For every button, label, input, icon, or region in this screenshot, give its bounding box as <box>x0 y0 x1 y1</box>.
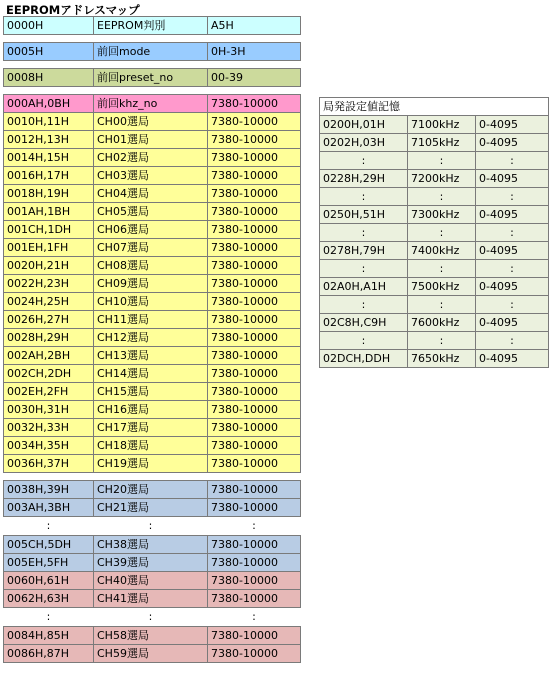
address-cell: 0018H,19H <box>4 185 94 203</box>
address-cell: 0060H,61H <box>4 572 94 590</box>
content-cell: CH41選局 <box>94 590 208 608</box>
ellipsis-cell: : <box>476 332 549 350</box>
address-cell: 003AH,3BH <box>4 499 94 517</box>
ellipsis-cell: : <box>476 152 549 170</box>
spacer-row <box>4 35 301 43</box>
table-row <box>4 221 301 239</box>
content-cell: CH01選局 <box>94 131 208 149</box>
range-cell: 7380-10000 <box>208 401 301 419</box>
table-row <box>4 481 301 499</box>
table-row <box>320 206 549 224</box>
content-cell: 前回mode <box>94 43 208 61</box>
address-cell: 0008H <box>4 69 94 87</box>
spacer-row <box>4 473 301 481</box>
ellipsis-cell: : <box>4 517 94 536</box>
content-cell: CH13選局 <box>94 347 208 365</box>
table-row <box>320 278 549 296</box>
ellipsis-cell: : <box>320 224 408 242</box>
address-cell: 000AH,0BH <box>4 95 94 113</box>
spacer-cell <box>4 61 301 69</box>
table-row <box>4 554 301 572</box>
content-cell: CH09選局 <box>94 275 208 293</box>
range-cell: 7380-10000 <box>208 554 301 572</box>
address-cell: 0000H <box>4 17 94 35</box>
range-cell: 7380-10000 <box>208 95 301 113</box>
address-cell: 0202H,03H <box>320 134 408 152</box>
ellipsis-cell: : <box>94 608 208 627</box>
ellipsis-row <box>320 188 549 206</box>
address-cell: 0032H,33H <box>4 419 94 437</box>
range-cell: 7380-10000 <box>208 455 301 473</box>
table-row <box>4 329 301 347</box>
table-row <box>4 383 301 401</box>
address-cell: 02DCH,DDH <box>320 350 408 368</box>
table-row <box>320 170 549 188</box>
address-cell: 002CH,2DH <box>4 365 94 383</box>
range-cell: 7380-10000 <box>208 203 301 221</box>
table-row <box>4 43 301 61</box>
ellipsis-cell: : <box>320 260 408 278</box>
content-cell: 7400kHz <box>408 242 476 260</box>
content-cell: CH06選局 <box>94 221 208 239</box>
range-cell: 7380-10000 <box>208 221 301 239</box>
ellipsis-row <box>320 332 549 350</box>
table-row <box>320 134 549 152</box>
address-cell: 002AH,2BH <box>4 347 94 365</box>
ellipsis-cell: : <box>476 224 549 242</box>
range-cell: 0-4095 <box>476 206 549 224</box>
range-cell: 7380-10000 <box>208 149 301 167</box>
address-cell: 0005H <box>4 43 94 61</box>
range-cell: 7380-10000 <box>208 167 301 185</box>
table-row <box>4 365 301 383</box>
table-row <box>4 17 301 35</box>
range-cell: A5H <box>208 17 301 35</box>
table-row <box>4 590 301 608</box>
range-cell: 00-39 <box>208 69 301 87</box>
address-cell: 005CH,5DH <box>4 536 94 554</box>
content-cell: 7100kHz <box>408 116 476 134</box>
address-cell: 002EH,2FH <box>4 383 94 401</box>
content-cell: CH21選局 <box>94 499 208 517</box>
table-row <box>4 419 301 437</box>
content-cell: CH58選局 <box>94 627 208 645</box>
content-cell: CH00選局 <box>94 113 208 131</box>
content-cell: CH05選局 <box>94 203 208 221</box>
content-cell: CH19選局 <box>94 455 208 473</box>
address-cell: 0024H,25H <box>4 293 94 311</box>
table-row <box>320 350 549 368</box>
address-cell: 0086H,87H <box>4 645 94 663</box>
ellipsis-cell: : <box>408 188 476 206</box>
range-cell: 0-4095 <box>476 314 549 332</box>
content-cell: CH16選局 <box>94 401 208 419</box>
address-cell: 0038H,39H <box>4 481 94 499</box>
table-row <box>4 257 301 275</box>
range-cell: 7380-10000 <box>208 257 301 275</box>
table-row <box>4 572 301 590</box>
ellipsis-cell: : <box>408 332 476 350</box>
range-cell: 7380-10000 <box>208 627 301 645</box>
range-cell: 0H-3H <box>208 43 301 61</box>
content-cell: CH40選局 <box>94 572 208 590</box>
range-cell: 7380-10000 <box>208 572 301 590</box>
range-cell: 0-4095 <box>476 278 549 296</box>
address-cell: 02C8H,C9H <box>320 314 408 332</box>
address-cell: 0250H,51H <box>320 206 408 224</box>
ellipsis-row <box>4 608 301 627</box>
ellipsis-cell: : <box>476 296 549 314</box>
ellipsis-row <box>320 224 549 242</box>
content-cell: CH59選局 <box>94 645 208 663</box>
range-cell: 7380-10000 <box>208 113 301 131</box>
range-cell: 7380-10000 <box>208 499 301 517</box>
address-cell: 0026H,27H <box>4 311 94 329</box>
content-cell: 前回preset_no <box>94 69 208 87</box>
spacer-row <box>4 87 301 95</box>
local-oscillator-memory-table <box>319 97 549 368</box>
address-cell: 001CH,1DH <box>4 221 94 239</box>
ellipsis-cell: : <box>320 152 408 170</box>
range-cell: 7380-10000 <box>208 437 301 455</box>
range-cell: 7380-10000 <box>208 590 301 608</box>
range-cell: 0-4095 <box>476 134 549 152</box>
range-cell: 7380-10000 <box>208 383 301 401</box>
address-cell: 0030H,31H <box>4 401 94 419</box>
address-cell: 001AH,1BH <box>4 203 94 221</box>
range-cell: 7380-10000 <box>208 185 301 203</box>
content-cell: EEPROM判別 <box>94 17 208 35</box>
address-cell: 0022H,23H <box>4 275 94 293</box>
range-cell: 7380-10000 <box>208 239 301 257</box>
table-row <box>4 239 301 257</box>
content-cell: CH17選局 <box>94 419 208 437</box>
address-cell: 0034H,35H <box>4 437 94 455</box>
range-cell: 0-4095 <box>476 170 549 188</box>
ellipsis-cell: : <box>408 296 476 314</box>
spacer-cell <box>4 35 301 43</box>
ellipsis-cell: : <box>408 152 476 170</box>
range-cell: 0-4095 <box>476 116 549 134</box>
table-row <box>4 627 301 645</box>
address-cell: 0016H,17H <box>4 167 94 185</box>
table-row <box>4 113 301 131</box>
range-cell: 7380-10000 <box>208 293 301 311</box>
range-cell: 7380-10000 <box>208 365 301 383</box>
address-cell: 02A0H,A1H <box>320 278 408 296</box>
content-cell: CH04選局 <box>94 185 208 203</box>
ellipsis-row <box>320 152 549 170</box>
table-row <box>4 401 301 419</box>
address-cell: 0010H,11H <box>4 113 94 131</box>
ellipsis-cell: : <box>320 332 408 350</box>
content-cell: CH12選局 <box>94 329 208 347</box>
range-cell: 0-4095 <box>476 350 549 368</box>
content-cell: CH10選局 <box>94 293 208 311</box>
spacer-cell <box>4 87 301 95</box>
address-cell: 0012H,13H <box>4 131 94 149</box>
table-row <box>4 95 301 113</box>
ellipsis-cell: : <box>4 608 94 627</box>
ellipsis-cell: : <box>476 188 549 206</box>
content-cell: CH11選局 <box>94 311 208 329</box>
content-cell: CH38選局 <box>94 536 208 554</box>
address-cell: 0084H,85H <box>4 627 94 645</box>
range-cell: 0-4095 <box>476 242 549 260</box>
table-row <box>4 203 301 221</box>
table-row <box>4 536 301 554</box>
spacer-row <box>4 61 301 69</box>
range-cell: 7380-10000 <box>208 347 301 365</box>
content-cell: 7600kHz <box>408 314 476 332</box>
content-cell: CH03選局 <box>94 167 208 185</box>
ellipsis-row <box>320 296 549 314</box>
range-cell: 7380-10000 <box>208 275 301 293</box>
spacer-cell <box>4 473 301 481</box>
table-row <box>4 455 301 473</box>
content-cell: CH07選局 <box>94 239 208 257</box>
range-cell: 7380-10000 <box>208 645 301 663</box>
table-row <box>4 275 301 293</box>
ellipsis-cell: : <box>476 260 549 278</box>
range-cell: 7380-10000 <box>208 311 301 329</box>
content-cell: 前回khz_no <box>94 95 208 113</box>
address-cell: 0036H,37H <box>4 455 94 473</box>
address-cell: 001EH,1FH <box>4 239 94 257</box>
content-cell: 7500kHz <box>408 278 476 296</box>
ellipsis-row <box>4 517 301 536</box>
ellipsis-cell: : <box>408 224 476 242</box>
content-cell: CH08選局 <box>94 257 208 275</box>
range-cell: 7380-10000 <box>208 536 301 554</box>
content-cell: CH18選局 <box>94 437 208 455</box>
content-cell: CH02選局 <box>94 149 208 167</box>
address-cell: 0200H,01H <box>320 116 408 134</box>
table-row <box>320 116 549 134</box>
range-cell: 7380-10000 <box>208 481 301 499</box>
address-cell: 0062H,63H <box>4 590 94 608</box>
page-title: EEPROMアドレスマップ <box>6 3 140 17</box>
table-row <box>4 185 301 203</box>
ellipsis-cell: : <box>320 296 408 314</box>
content-cell: 7105kHz <box>408 134 476 152</box>
ellipsis-row <box>320 260 549 278</box>
address-cell: 0020H,21H <box>4 257 94 275</box>
ellipsis-cell: : <box>94 517 208 536</box>
side-table-header-row <box>320 98 549 116</box>
table-row <box>4 347 301 365</box>
table-row <box>320 242 549 260</box>
address-cell: 0028H,29H <box>4 329 94 347</box>
address-cell: 0278H,79H <box>320 242 408 260</box>
range-cell: 7380-10000 <box>208 419 301 437</box>
range-cell: 7380-10000 <box>208 131 301 149</box>
table-row <box>320 314 549 332</box>
content-cell: CH14選局 <box>94 365 208 383</box>
table-row <box>4 167 301 185</box>
address-cell: 0014H,15H <box>4 149 94 167</box>
ellipsis-cell: : <box>320 188 408 206</box>
table-row <box>4 69 301 87</box>
table-row <box>4 645 301 663</box>
content-cell: 7300kHz <box>408 206 476 224</box>
range-cell: 7380-10000 <box>208 329 301 347</box>
table-row <box>4 311 301 329</box>
ellipsis-cell: : <box>208 517 301 536</box>
address-cell: 0228H,29H <box>320 170 408 188</box>
content-cell: 7200kHz <box>408 170 476 188</box>
ellipsis-cell: : <box>208 608 301 627</box>
table-row <box>4 131 301 149</box>
table-row <box>4 293 301 311</box>
table-row <box>4 149 301 167</box>
content-cell: CH15選局 <box>94 383 208 401</box>
content-cell: CH39選局 <box>94 554 208 572</box>
content-cell: 7650kHz <box>408 350 476 368</box>
address-cell: 005EH,5FH <box>4 554 94 572</box>
table-row <box>4 499 301 517</box>
ellipsis-cell: : <box>408 260 476 278</box>
table-row <box>4 437 301 455</box>
side-table-header: 局発設定値記憶 <box>320 98 549 116</box>
eeprom-address-map-table <box>3 16 301 663</box>
content-cell: CH20選局 <box>94 481 208 499</box>
